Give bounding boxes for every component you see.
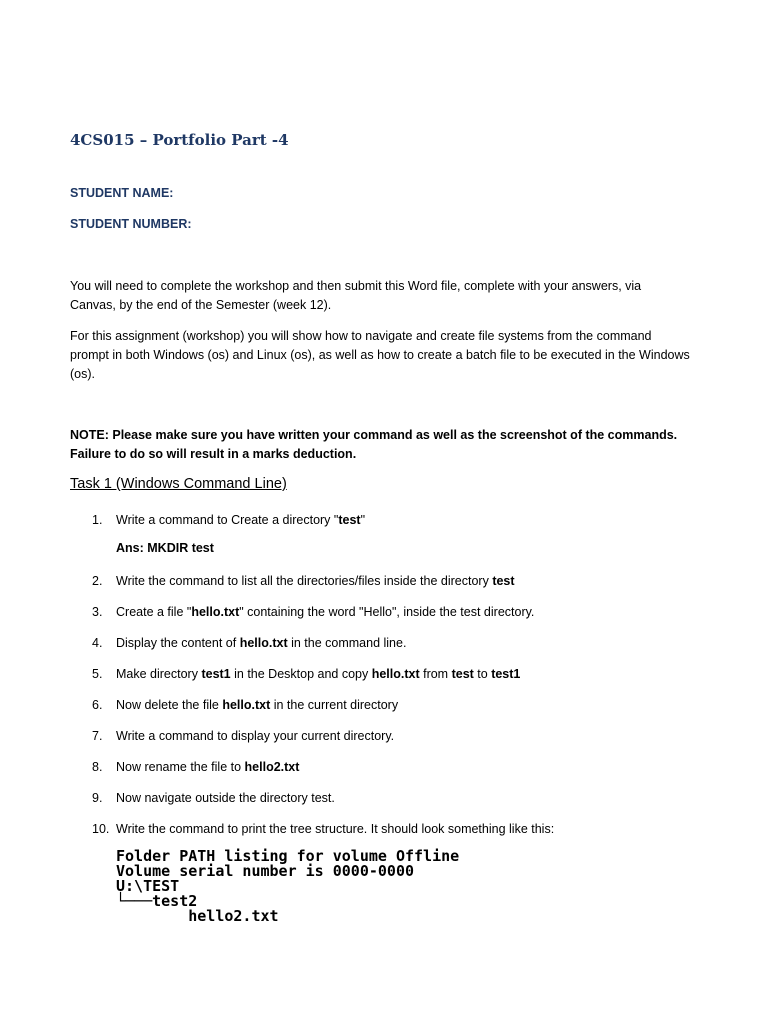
task-text: Now rename the file to hello2.txt: [116, 760, 300, 774]
console-line: └───test2: [116, 892, 198, 910]
task-text: Write a command to display your current directory.: [116, 729, 395, 743]
student-number-label: STUDENT NUMBER:: [70, 217, 192, 231]
task-text: Now delete the file hello.txt in the current directory: [116, 698, 399, 712]
task-text: Write the command to list all the directories/files inside the directory test: [116, 574, 515, 588]
task-text: Make directory test1 in the Desktop and copy hello.txt from test to test1: [116, 667, 521, 681]
task-text: Create a file "hello.txt" containing the word "Hello", inside the test directory.: [116, 605, 535, 619]
console-line: U:\TEST: [116, 877, 180, 895]
console-line: Volume serial number is 0000-0000: [116, 862, 415, 880]
task-text: Write a command to Create a directory "test": [116, 513, 366, 527]
task-number: 10.: [92, 822, 110, 836]
task-number: 4.: [92, 636, 103, 650]
task-number: 7.: [92, 729, 103, 743]
console-line: hello2.txt: [116, 907, 279, 925]
task-number: 2.: [92, 574, 103, 588]
student-name-label: STUDENT NAME:: [70, 186, 174, 200]
task-text: Display the content of hello.txt in the command line.: [116, 636, 407, 650]
task-number: 8.: [92, 760, 103, 774]
task-number: 5.: [92, 667, 103, 681]
intro-paragraph-2: For this assignment (workshop) you will show how to navigate and create file systems from the command prompt in both Windows (os) and Linux (os), as well as how to create a batch file to be executed in the Windows (os).: [70, 329, 690, 381]
task-number: 3.: [92, 605, 103, 619]
console-line: Folder PATH listing for volume Offline: [116, 847, 460, 865]
task-number: 1.: [92, 513, 103, 527]
task1-heading: Task 1 (Windows Command Line): [70, 476, 287, 492]
tree-output-screenshot: [116, 849, 536, 929]
intro-paragraph-1: You will need to complete the workshop and then submit this Word file, complete with your answers, via Canvas, by the end of the Semester (week 12).: [70, 279, 642, 312]
task-text: Write the command to print the tree structure. It should look something like this:: [116, 822, 555, 836]
task-number: 6.: [92, 698, 103, 712]
task-number: 9.: [92, 791, 103, 805]
task-text: Now navigate outside the directory test.: [116, 791, 335, 805]
answer-1: Ans: MKDIR test: [116, 541, 214, 555]
note-paragraph: NOTE: Please make sure you have written your command as well as the screenshot of the commands. Failure to do so will result in a marks deduction.: [70, 428, 678, 461]
document-title: 4CS015 – Portfolio Part -4: [70, 131, 289, 149]
